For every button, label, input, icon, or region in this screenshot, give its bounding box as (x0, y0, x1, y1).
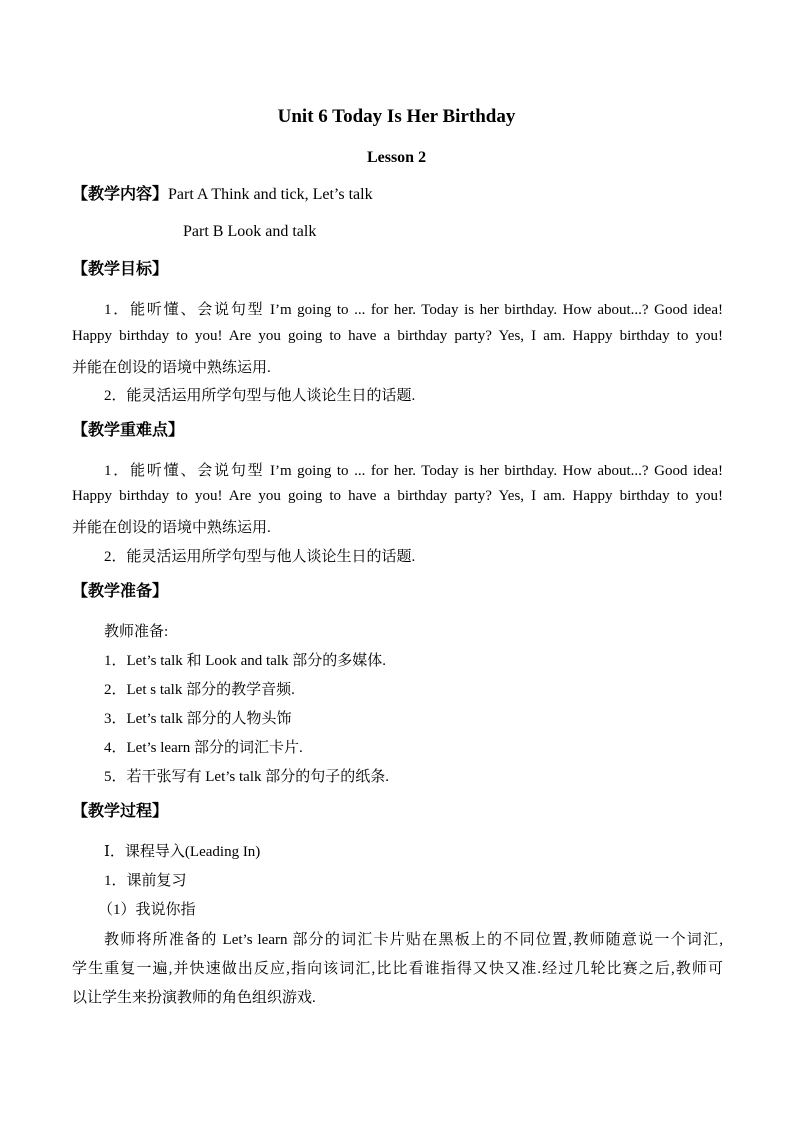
lesson-subtitle: Lesson 2 (366, 149, 427, 166)
preparation-item-3: 3．Let’s talk 部分的人物头饰 (104, 711, 292, 727)
objectives-heading: 【教学目标】 (72, 259, 169, 278)
preparation-intro: 教师准备: (104, 624, 169, 640)
preparation-item-5: 5．若干张写有 Let’s talk 部分的句子的纸条. (104, 769, 389, 785)
content-heading (72, 181, 373, 204)
preparation-heading: 【教学准备】 (72, 581, 169, 600)
process-paragraph-line-a: 教师将所准备的 Let’s learn 部分的词汇卡片贴在黑板上的不同位置,教师随意说一个词汇, (104, 932, 723, 948)
content-heading-label: 【教学内容】 (72, 184, 169, 203)
keypoints-heading: 【教学重难点】 (72, 420, 185, 439)
document-title: Unit 6 Today Is Her Birthday (277, 106, 516, 127)
objectives-item-1-line-c: 并能在创设的语境中熟练运用. (72, 360, 271, 376)
process-heading: 【教学过程】 (72, 801, 169, 820)
objectives-item-2: 2．能灵活运用所学句型与他人谈论生日的话题. (104, 388, 416, 404)
objectives-item-1-line-b: Happy birthday to you! Are you going to have a birthday party? Yes, I am. Happy birthday to you! (72, 328, 723, 344)
keypoints-item-1-line-c: 并能在创设的语境中熟练运用. (72, 520, 271, 536)
keypoints-item-2: 2．能灵活运用所学句型与他人谈论生日的话题. (104, 549, 416, 565)
content-line-1: Part A Think and tick, Let’s talk (168, 186, 373, 203)
keypoints-item-1-line-b: Happy birthday to you! Are you going to have a birthday party? Yes, I am. Happy birthday to you! (72, 488, 723, 504)
keypoints-item-1-line-a: 1．能听懂、会说句型 I’m going to ... for her. Today is her birthday. How about...? Good idea! (104, 463, 723, 479)
process-sub-1: （1）我说你指 (98, 902, 196, 918)
preparation-item-4: 4．Let’s learn 部分的词汇卡片. (104, 740, 303, 756)
process-step-1: 1．课前复习 (104, 873, 187, 889)
objectives-item-1-line-a: 1．能听懂、会说句型 I’m going to ... for her. Today is her birthday. How about...? Good idea! (104, 302, 723, 318)
process-paragraph-line-b: 学生重复一遍,并快速做出反应,指向该词汇,比比看谁指得又快又准.经过几轮比赛之后,教师可 (72, 961, 723, 977)
process-paragraph-line-c: 以让学生来扮演教师的角色组织游戏. (72, 990, 316, 1006)
preparation-item-2: 2．Let s talk 部分的教学音频. (104, 682, 295, 698)
process-section-1: Ⅰ．课程导入(Leading In) (104, 844, 261, 860)
content-line-2: Part B Look and talk (183, 223, 317, 240)
preparation-item-1: 1．Let’s talk 和 Look and talk 部分的多媒体. (104, 653, 387, 669)
